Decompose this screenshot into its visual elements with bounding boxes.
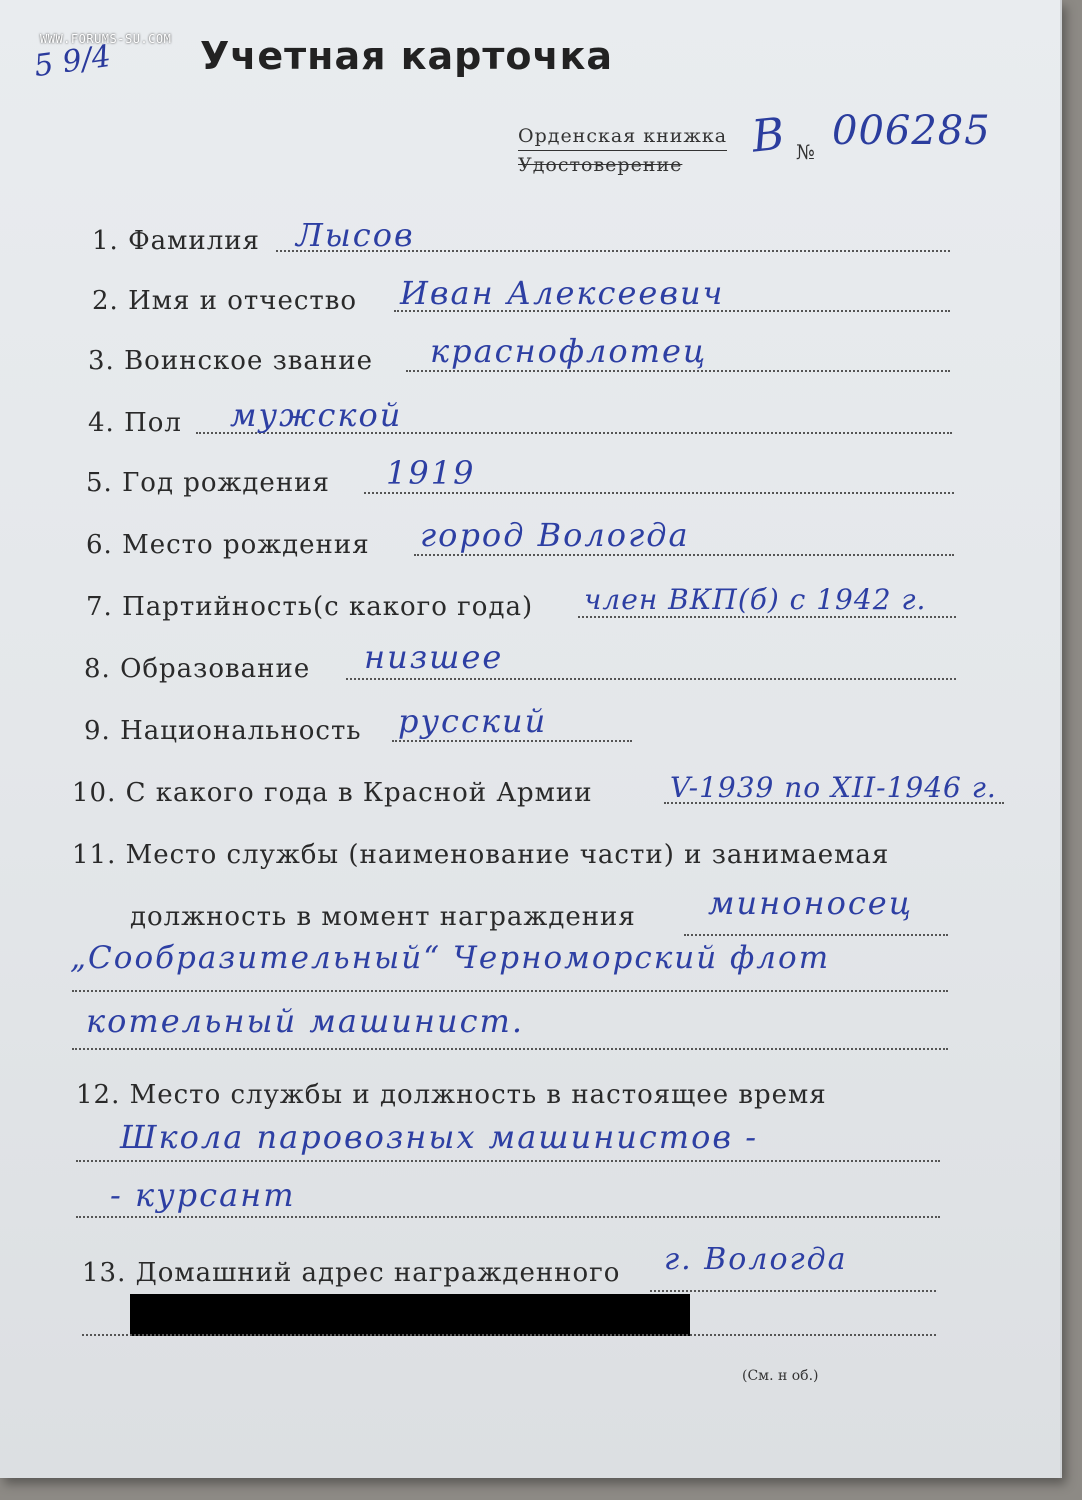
field-army-since (0, 762, 1060, 814)
field13-label: 13. Домашний адрес награжденного (82, 1258, 621, 1288)
field-birth-place (0, 514, 1060, 566)
dotted-line (72, 990, 948, 992)
field13-value: г. Вологда (664, 1242, 848, 1277)
certificate-label-struck: Удостоверение (518, 154, 683, 176)
dotted-line (76, 1160, 940, 1162)
handwritten-value: русский (398, 702, 548, 740)
field-label: 4. Пол (88, 408, 182, 438)
dotted-line (406, 370, 950, 372)
dotted-line (650, 1290, 936, 1292)
handwritten-value: краснофлотец (430, 332, 708, 370)
dotted-line (364, 492, 954, 494)
handwritten-value: низшее (364, 638, 504, 676)
field-surname (0, 210, 1060, 262)
field-label: 2. Имя и отчество (92, 286, 358, 316)
field-education (0, 638, 1060, 690)
handwritten-value: город Вологда (420, 516, 690, 554)
book-number: 006285 (832, 108, 991, 154)
dotted-line (76, 1216, 940, 1218)
watermark: WWW.FORUMS-SU.COM (40, 32, 172, 46)
series-letter: В (749, 108, 787, 163)
field11-label-line1: 11. Место службы (наименование части) и занимаемая (72, 840, 890, 870)
field-label: 3. Воинское звание (88, 346, 373, 376)
redaction-bar (130, 1294, 690, 1336)
dotted-line (346, 678, 956, 680)
field-label: 10. С какого года в Красной Армии (72, 778, 593, 808)
handwritten-value: V-1939 по XII-1946 г. (670, 771, 997, 804)
field-label: 9. Национальность (84, 716, 362, 746)
dotted-line (578, 616, 956, 618)
dotted-line (684, 934, 948, 936)
field-sex (0, 392, 1060, 444)
dotted-line (414, 554, 954, 556)
dotted-line (392, 740, 632, 742)
field-name-patronymic (0, 270, 1060, 322)
field12-value-2: - курсант (110, 1176, 296, 1214)
order-book-label: Орденская книжка (518, 122, 727, 151)
dotted-line (82, 1334, 936, 1336)
field11-value-3: котельный машинист. (86, 1002, 525, 1040)
field-label: 5. Год рождения (86, 468, 330, 498)
number-label: № (796, 140, 815, 164)
field-birth-year (0, 452, 1060, 504)
field12-value-1: Школа паровозных машинистов - (120, 1118, 759, 1156)
field-nationality (0, 700, 1060, 752)
handwritten-value: 1919 (386, 454, 476, 492)
dotted-line (72, 1048, 948, 1050)
field12-label: 12. Место службы и должность в настоящее время (76, 1080, 827, 1110)
field-military-rank (0, 330, 1060, 382)
handwritten-value: мужской (230, 396, 403, 434)
handwritten-value: член ВКП(б) с 1942 г. (584, 583, 927, 616)
footer-note: (См. н об.) (742, 1368, 819, 1384)
handwritten-value: Лысов (296, 216, 415, 254)
field-label: 8. Образование (84, 654, 311, 684)
handwritten-corner-note: 5 9/4 (31, 38, 113, 85)
field11-value-1: миноносец (708, 884, 914, 922)
field-label: 1. Фамилия (92, 226, 260, 256)
field-label: 7. Партийность(с какого года) (86, 592, 534, 622)
handwritten-value: Иван Алексеевич (400, 274, 725, 312)
field-label: 6. Место рождения (86, 530, 370, 560)
field11-value-2: „Сообразительный“ Черноморский флот (70, 940, 831, 976)
field11-label-line2: должность в момент награждения (130, 902, 636, 932)
document-type-block (518, 122, 727, 179)
card-title: Учетная карточка (200, 34, 613, 78)
field-party-membership (0, 576, 1060, 628)
